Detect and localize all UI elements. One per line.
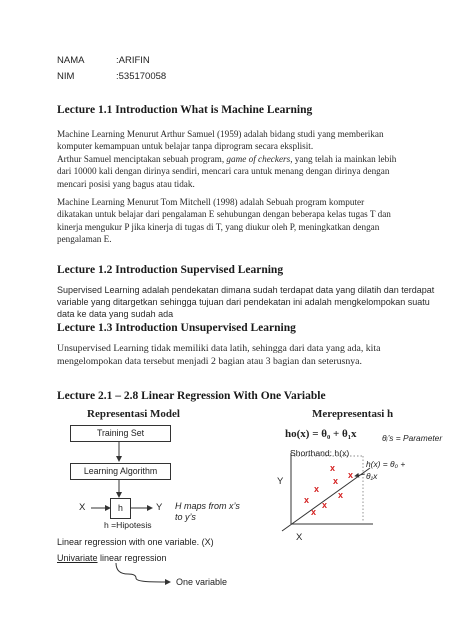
text-line: variable yang ditargetkan sehingga tujuan dari pendekatan ini adalah mengkelompokan suatu — [57, 297, 430, 308]
text-line: Machine Learning Menurut Arthur Samuel (1959) adalah bidang studi yang memberikan — [57, 129, 384, 139]
graph-y-label: Y — [277, 476, 284, 487]
representasi-model-heading: Representasi Model — [87, 408, 180, 420]
shorthand-label: Shorthand: h(x) — [290, 448, 350, 458]
lecture-2-title: Lecture 2.1 – 2.8 Linear Regression With One Variable — [57, 390, 326, 402]
text-line: Supervised Learning adalah pendekatan dimana sudah terdapat data yang dilatih dan terdapat — [57, 285, 435, 295]
text-line: , yang telah ia mainkan lebih — [290, 153, 397, 164]
nama-value: :ARIFIN — [116, 55, 150, 66]
univariate-underlined: Univariate — [57, 553, 98, 563]
nama-label: NAMA — [57, 55, 85, 66]
lecture-1-3-title: Lecture 1.3 Introduction Unsupervised Learning — [57, 322, 296, 334]
text-line: komputer kemampuan untuk belajar tanpa diprogram secara eksplisit. — [57, 141, 314, 152]
y-output-label: Y — [156, 502, 163, 513]
game-of-checkers: game of checkers — [226, 153, 291, 164]
univariate-arrow — [116, 563, 170, 582]
learning-algorithm-box — [70, 463, 171, 480]
hypothesis-formula: ho(x) = θ₀ + θ₁x — [285, 428, 357, 440]
maps-note-line-2: to y’s — [175, 512, 196, 522]
univariate-rest: linear regression — [97, 553, 167, 563]
text-line: Arthur Samuel menciptakan sebuah program, — [57, 153, 227, 164]
nim-label: NIM — [57, 71, 75, 82]
text-line: Machine Learning Menurut Tom Mitchell (1998) adalah Sebuah program komputer — [57, 197, 365, 207]
data-point: x — [330, 463, 336, 473]
lecture-1-1-title: Lecture 1.1 Introduction What is Machine Learning — [57, 104, 313, 116]
text-line: dikatakan untuk belajar dari pengalaman E sehubungan dengan beberapa kelas tugas T dan — [57, 209, 391, 220]
h-box — [110, 498, 131, 519]
text-line: mengelompokan data tersebut menjadi 2 bagian atau 3 bagian dan seterusnya. — [57, 356, 362, 368]
data-point: x — [322, 500, 328, 510]
lecture-1-2-title: Lecture 1.2 Introduction Supervised Learning — [57, 264, 284, 276]
text-line: dari 10000 kali dengan dirinya sendiri, mencari cara untuk menang dengan dirinya dengan — [57, 166, 390, 177]
data-point: x — [314, 484, 320, 494]
h-hipotesis-label: h =Hipotesis — [104, 520, 152, 530]
x-input-label: X — [79, 502, 86, 513]
nim-value: :535170058 — [116, 71, 167, 82]
text-line: mencari posisi yang bagus atau tidak. — [57, 178, 195, 189]
data-point: x — [304, 495, 310, 505]
one-variable-label: One variable — [176, 577, 228, 587]
h-box-label: h — [118, 503, 123, 513]
linear-regression-one-variable: Linear regression with one variable. (X) — [57, 537, 214, 547]
text-line: data ke data yang sudah ada — [57, 309, 174, 320]
merepresentasi-h-heading: Merepresentasi h — [312, 408, 394, 420]
theta-parameter-note: θᵢ’s = Parameter — [382, 433, 443, 443]
graph-formula-line-1: h(x) = θ₀ + — [366, 459, 406, 469]
learning-algorithm-label: Learning Algorithm — [83, 466, 158, 476]
graph-x-label: X — [296, 532, 303, 543]
training-set-label: Training Set — [96, 428, 145, 438]
data-point: x — [348, 470, 354, 480]
text-line: pengalaman E. — [57, 234, 112, 245]
text-line: kinerja mengukur P jika kinerja di tugas di T, yang diukur oleh P, meningkatkan dengan — [57, 221, 380, 232]
text-line: Unsupervised Learning tidak memiliki data latih, sehingga dari data yang ada, kita — [57, 343, 381, 354]
univariate-linear-regression — [57, 553, 167, 563]
training-set-box — [70, 425, 171, 442]
graph-formula-line-2: θ₁x — [366, 471, 378, 481]
data-point: x — [333, 476, 339, 486]
data-point: x — [311, 507, 317, 517]
maps-note-line-1: H maps from x’s — [175, 501, 240, 511]
data-point: x — [338, 490, 344, 500]
